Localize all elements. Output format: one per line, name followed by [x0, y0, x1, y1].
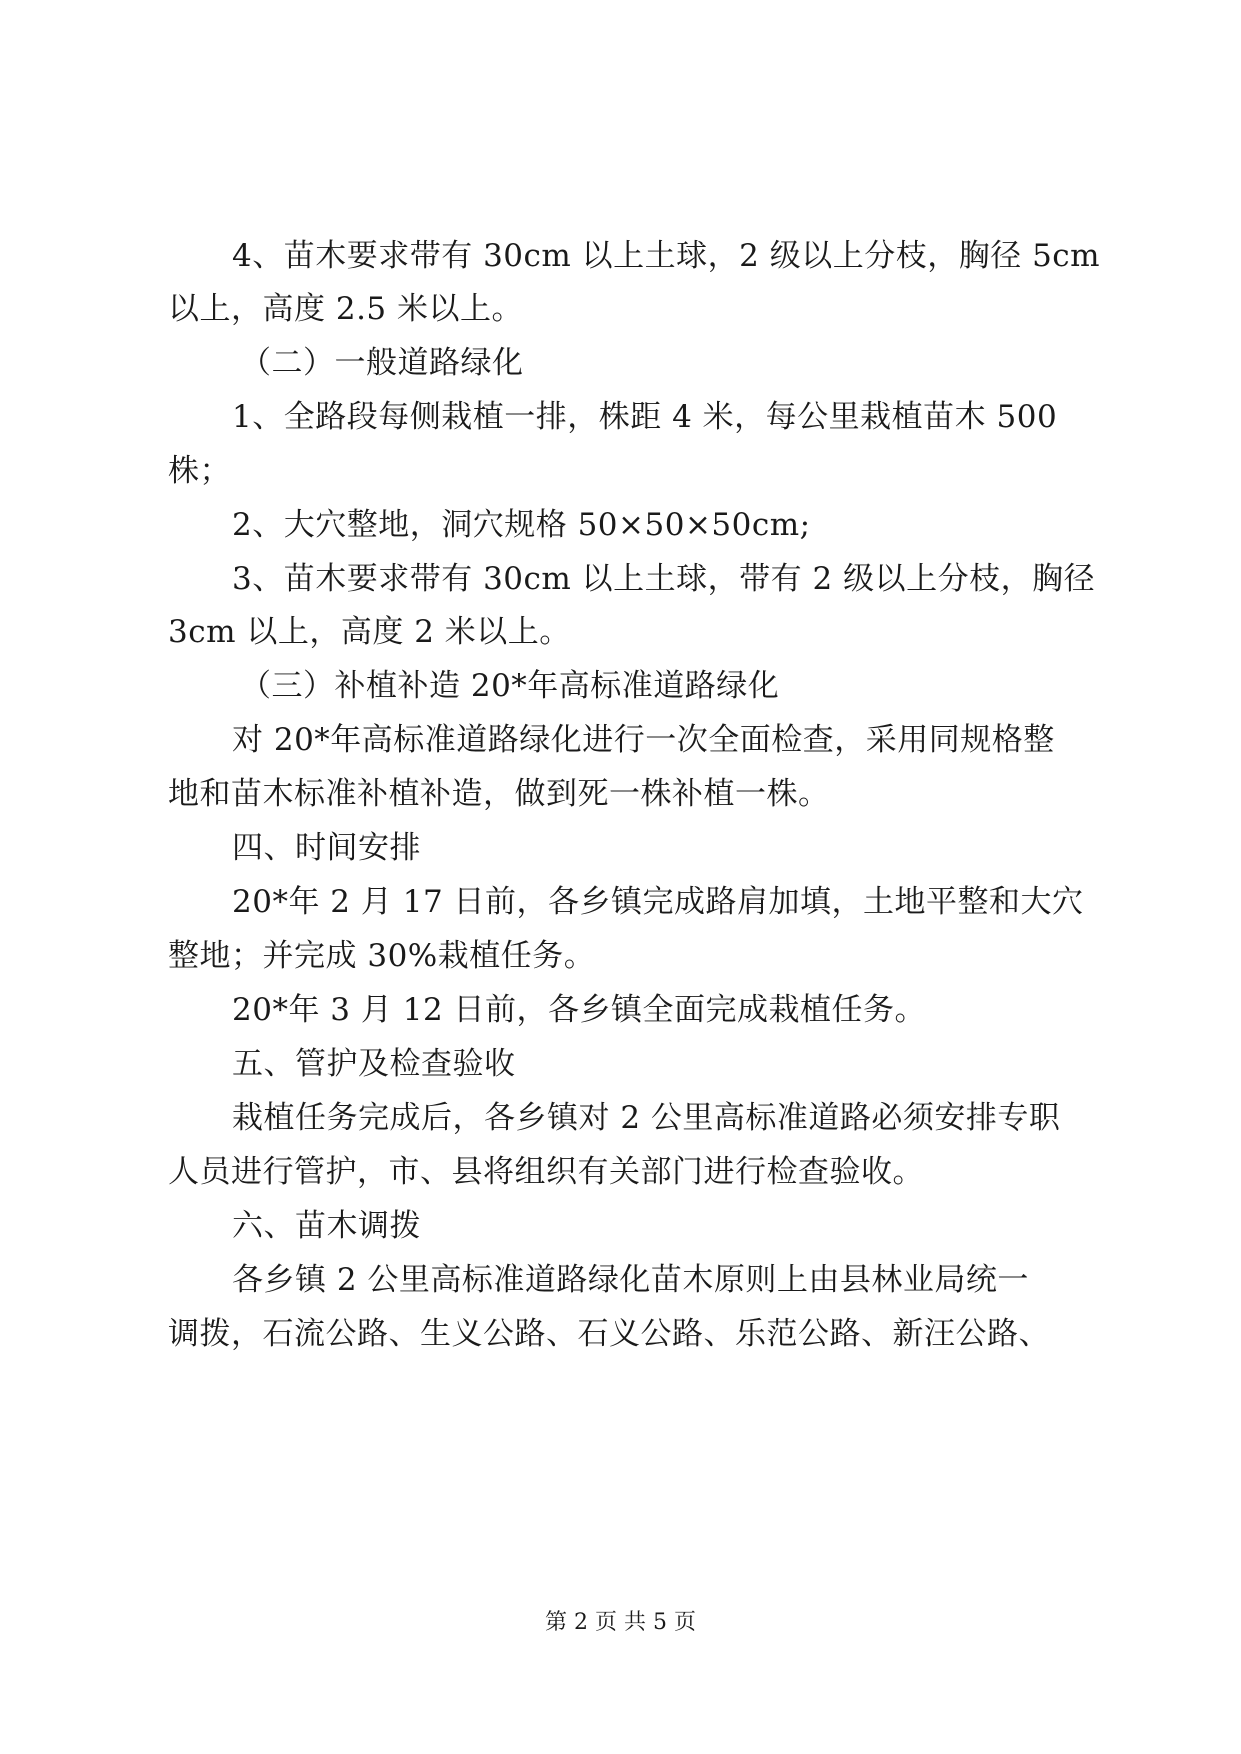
text-line: 各乡镇 2 公里高标准道路绿化苗木原则上由县林业局统一: [232, 1262, 1029, 1298]
text-line: 3、苗木要求带有 30cm 以上土球，带有 2 级以上分枝，胸径: [232, 561, 1096, 597]
text-line: 20*年 2 月 17 日前，各乡镇完成路肩加填，土地平整和大穴: [232, 884, 1084, 920]
text-line: 栽植任务完成后，各乡镇对 2 公里高标准道路必须安排专职: [232, 1100, 1061, 1136]
section-heading: （二）一般道路绿化: [240, 345, 524, 381]
page-number-footer: 第 2 页 共 5 页: [545, 1610, 696, 1635]
text-line: 20*年 3 月 12 日前，各乡镇全面完成栽植任务。: [232, 992, 927, 1028]
section-heading: 六、苗木调拨: [232, 1208, 421, 1244]
section-heading: 五、管护及检查验收: [232, 1046, 516, 1082]
text-line: 整地；并完成 30%栽植任务。: [168, 938, 596, 974]
text-line: 株；: [168, 453, 231, 489]
text-line: 人员进行管护，市、县将组织有关部门进行检查验收。: [168, 1154, 924, 1190]
text-line: 4、苗木要求带有 30cm 以上土球，2 级以上分枝，胸径 5cm: [232, 238, 1101, 274]
section-heading: 四、时间安排: [232, 830, 421, 866]
text-line: 调拨，石流公路、生义公路、石义公路、乐范公路、新汪公路、: [168, 1316, 1050, 1352]
section-heading: （三）补植补造 20*年高标准道路绿化: [240, 668, 780, 704]
text-line: 1、全路段每侧栽植一排，株距 4 米，每公里栽植苗木 500: [232, 399, 1058, 435]
text-line: 3cm 以上，高度 2 米以上。: [168, 614, 571, 650]
text-line: 地和苗木标准补植补造，做到死一株补植一株。: [168, 776, 830, 812]
text-line: 2、大穴整地，洞穴规格 50×50×50cm;: [232, 507, 811, 543]
text-line: 对 20*年高标准道路绿化进行一次全面检查，采用同规格整: [232, 722, 1055, 758]
text-line: 以上，高度 2.5 米以上。: [168, 291, 524, 327]
